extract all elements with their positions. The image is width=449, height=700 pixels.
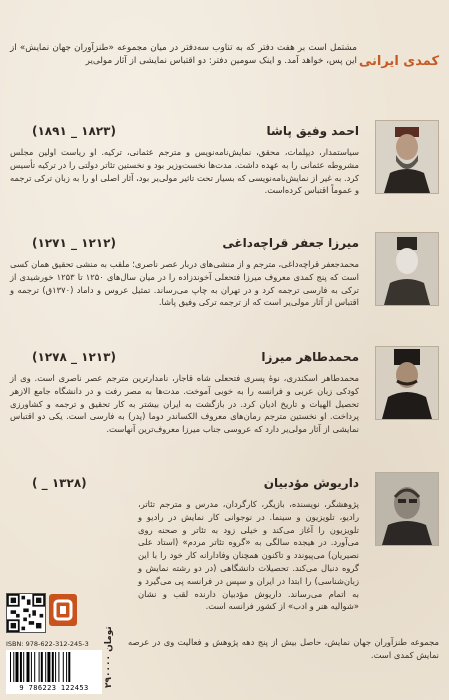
portrait-photo (375, 472, 439, 546)
portrait-photo (375, 232, 439, 306)
portrait-photo (375, 346, 439, 420)
qr-code-icon (6, 593, 46, 633)
author-section-2 (10, 236, 439, 346)
portrait-photo (375, 120, 439, 194)
author-bio: سیاستمدار، دیپلمات، محقق، نمایش‌نامه‌نویس و مترجم عثمانی، ترکیه. او ریاست اولین مجلس مشروطه عثمانی را به عهده داشت. مدت‌ها نخست‌وزیر بود و نخستین تئاتر دولتی را در ترکیه تأسیس کرد. به غیر از نمایش‌نامه‌نویسی که بسیار تحت تاثیر مولی‌یر بود، آثار اصلی او را به زبان ترکی ترجمه و عموماً اقتباس کرده‌است. (10, 147, 359, 196)
author-section-3 (10, 350, 439, 460)
author-years: (۱۳۲۸ _ ) (32, 476, 87, 490)
series-description: مشتمل است بر هفت دفتر که به تناوب سه‌دفتر در میان مجموعه «طنزآوران جهان نمایش» از این پس، خواهد آمد. و اینک سومین دفتر: دو اقتباس نمایشی از آثار مولی‌یر (10, 43, 357, 66)
price-label: ۲۹۰۰۰۰ تومان (104, 626, 114, 688)
author-bio: پژوهشگر، نویسنده، بازیگر، کارگردان، مدرس و مترجم تئاتر، رادیو، تلویزیون و سینما. در نوجوانی کار نمایش در رادیو و تلویزیون را آغاز می‌کند و خیلی زود به تئاتر و صحنه روی می‌آورد. در هیجده سالگی به «گروه تئاتر مردم» (استاد علی نصیریان) می‌پیوندد و تاکنون همچنان وفادارانه کار خود را با این گروه دنبال می‌کند. تحصیلات دانشگاهی (در دو رشته نمایش و زبان‌شناسی) را ابتدا در ایران و سپس در فرانسه پی می‌گیرد و به اتمام می‌رساند. داریوش مؤدبیان دارنده لقب و نشان «شوالیه هنر و ادب» از کشور فرانسه است. (138, 499, 359, 612)
publisher-logo-icon (49, 594, 77, 626)
series-footer-note: مجموعه طنزآوران جهان نمایش، حاصل بیش از پنج دهه پژوهش و فعالیت وی در عرصه نمایش کمدی است. (128, 637, 439, 660)
author-name: احمد وفیق پاشا (266, 124, 359, 138)
isbn-label: ISBN: 978-622-312-245-3 (6, 640, 89, 648)
author-name: محمدطاهر میرزا (261, 350, 359, 364)
series-header (10, 38, 439, 84)
barcode-number: 9 786223 122453 (19, 684, 89, 692)
author-years: (۱۲۱۲ _ ۱۲۷۱) (32, 236, 116, 250)
author-bio: محمدجعفر قراچه‌داغی، مترجم و از منشی‌های دربار عصر ناصری؛ ملقب به منشی تحقیق همان کسی است که پنج کمدی معروف میرزا فتحعلی آخوندزاده را در میان سال‌های ۱۲۵۰ تا ۱۲۵۳ خورشیدی از ترکی به فارسی ترجمه کرد و در تهران به چاپ می‌رساند. تمثیل عروس و داماد (۱۳۷۰ق) ترجمه و اقتباس از آثار مولی‌یر است که از ترجمه ترکی وفیق پاشا. (10, 259, 359, 308)
author-section-1 (10, 124, 439, 234)
series-title: کمدی ایرانی (358, 54, 439, 69)
author-years: (۱۲۱۳ _ ۱۲۷۸) (32, 350, 116, 364)
author-name: میرزا جعفر قراچه‌داغی (222, 236, 359, 250)
author-bio: محمدطاهر اسکندری، نوهٔ پسری فتحعلی شاه قاجار، نامدارترین مترجم عصر ناصری است. وی از کودکی زبان عربی و فرانسه را به خوبی آموخت. مدت‌ها به مصر رفت و در دانشگاه جامع الازهر تحصیل الهیات و تاریخ ادیان کرد. در بازگشت به ایران بیشتر به کار تحقیق و ترجمه و کشاورزی پرداخت. او نخستین مترجم رمان‌های معروف الکساندر دوما (پدر) به فارسی است. یکی دو اقتباس نمایشی از آثار مولی‌یر دارد که عروسی جناب میرزا معروف‌ترین آنهاست. (10, 373, 359, 435)
author-years: (۱۸۲۳ _ ۱۸۹۱) (32, 124, 116, 138)
author-name: داریوش مؤدبیان (263, 476, 359, 490)
barcode-bars (6, 650, 102, 684)
